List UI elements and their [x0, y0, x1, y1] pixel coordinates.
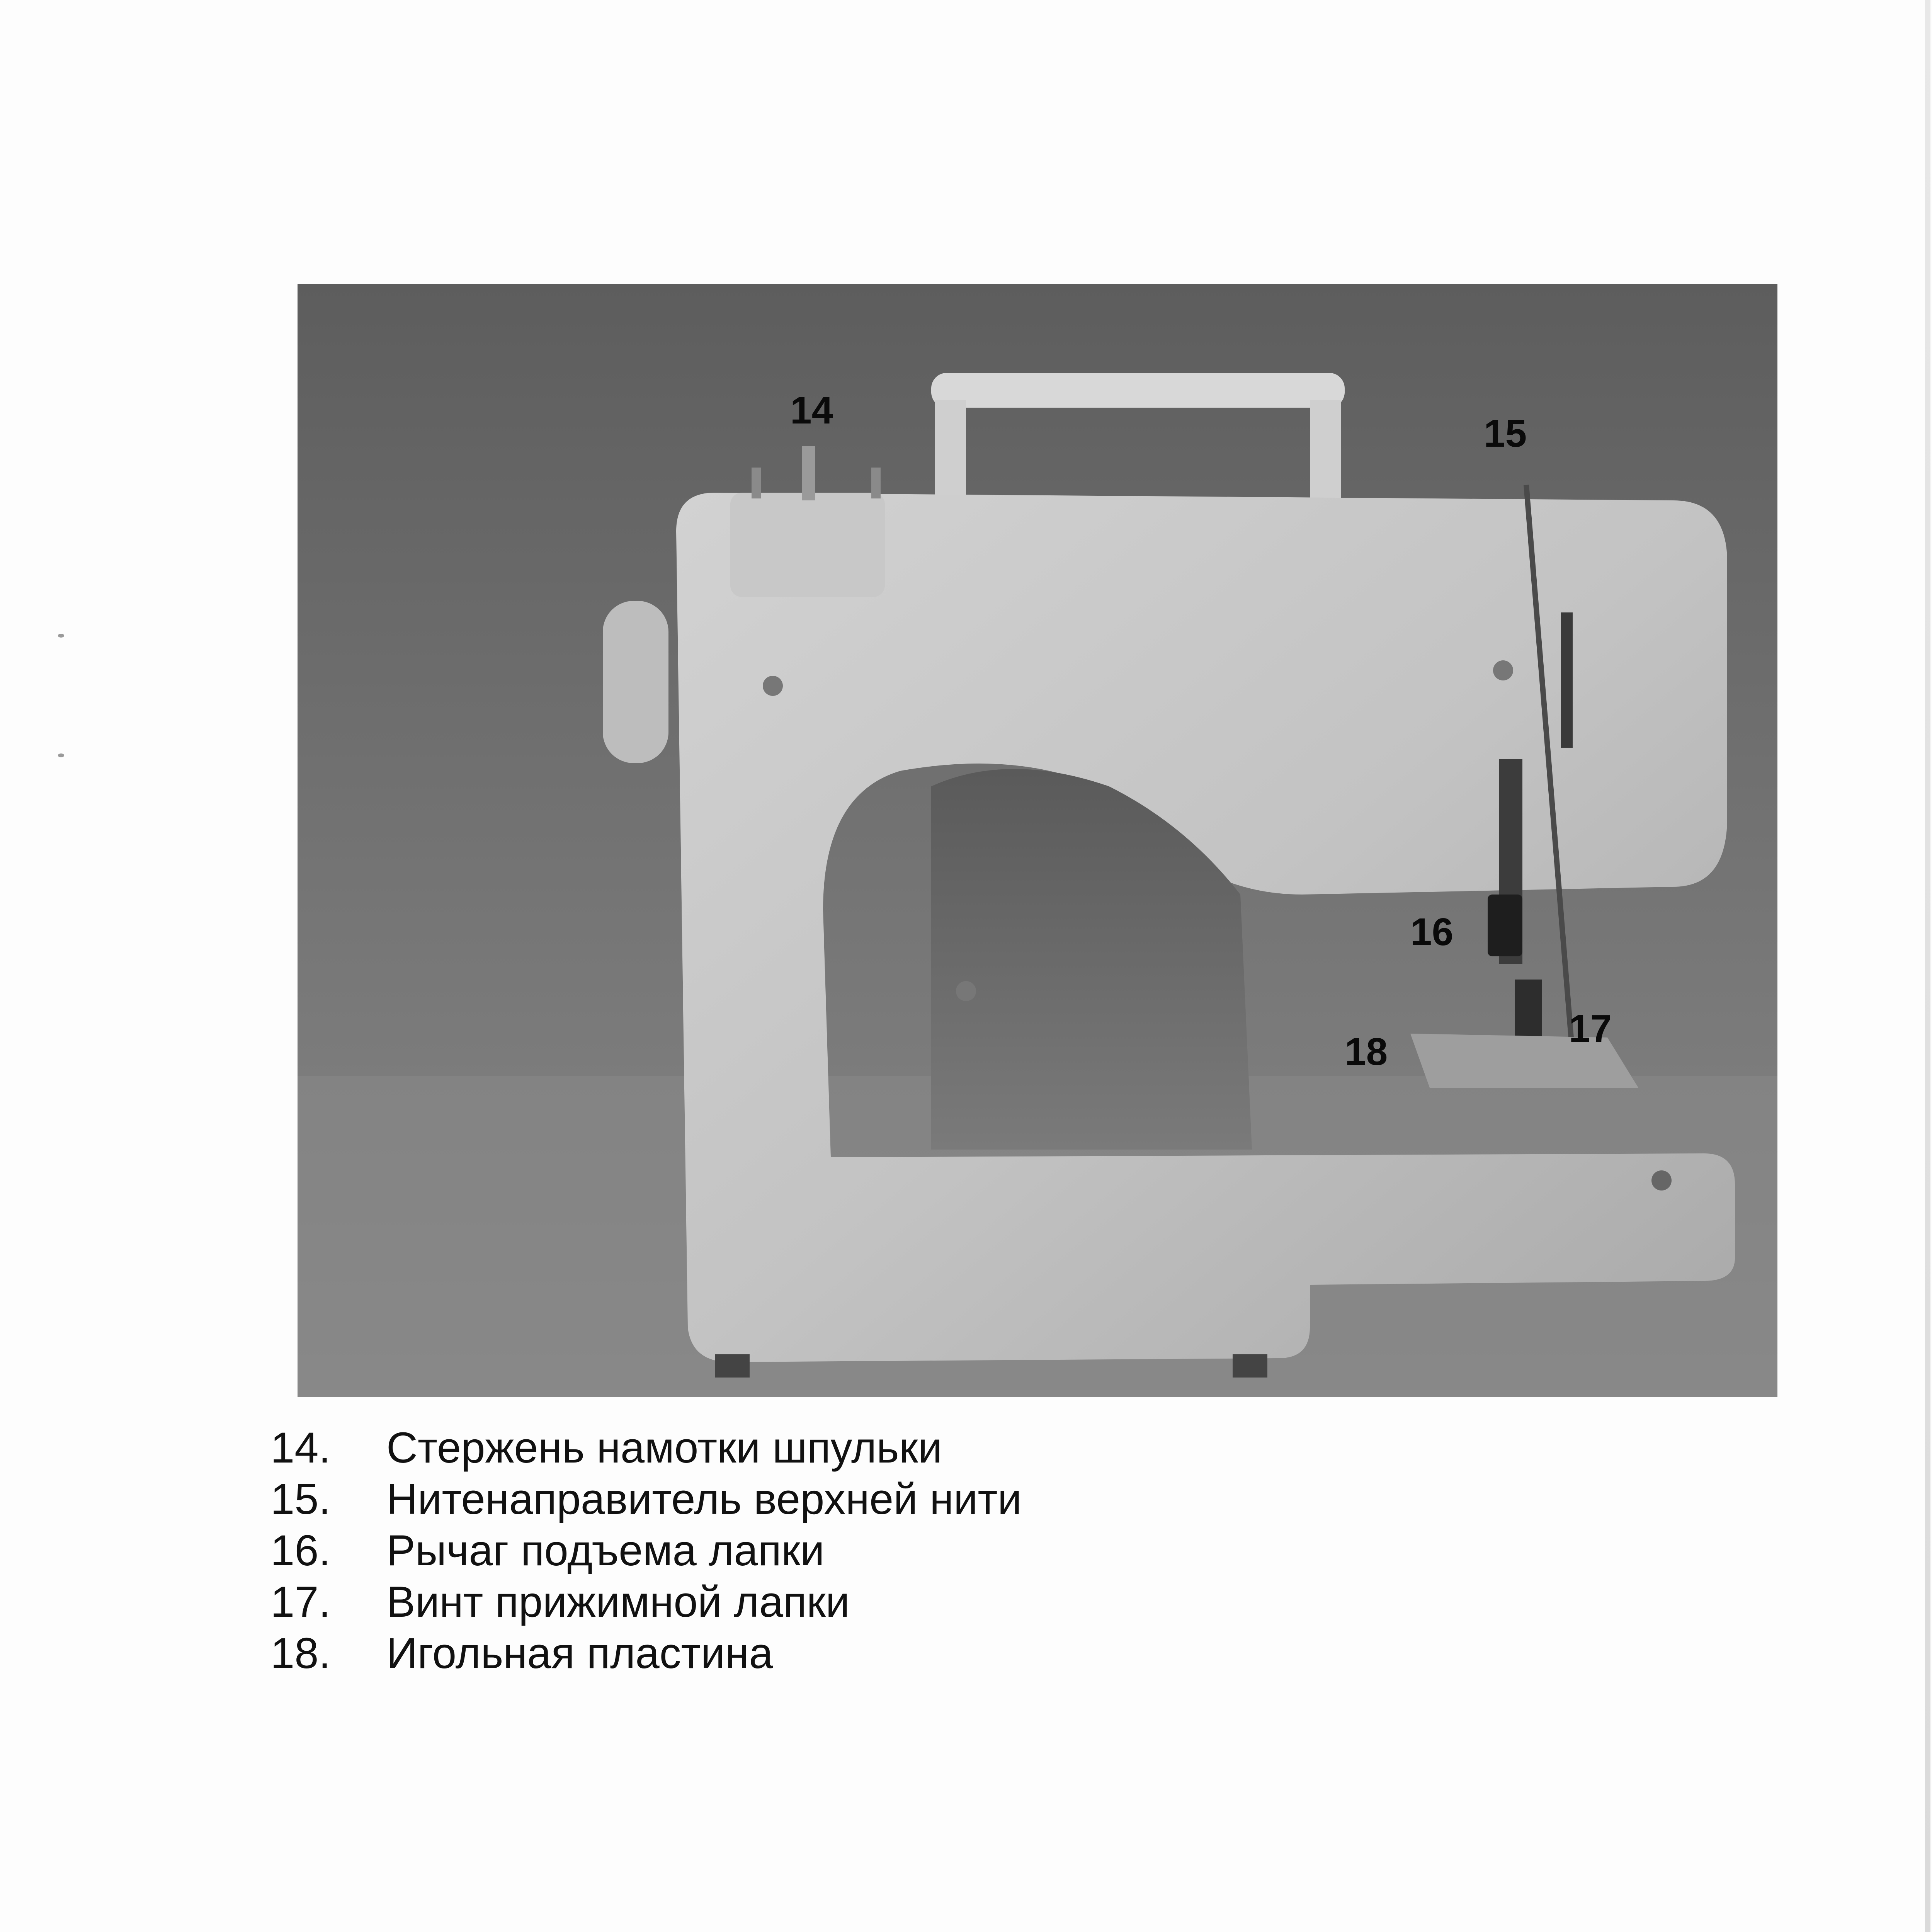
- legend-item: [270, 1576, 1022, 1628]
- spool-pin: [871, 468, 881, 498]
- foot: [1233, 1354, 1267, 1378]
- legend-item: [270, 1473, 1022, 1525]
- parts-legend: [270, 1422, 1022, 1679]
- screw: [1493, 660, 1513, 680]
- carry-handle: [931, 373, 1345, 408]
- legend-number: 18.: [270, 1629, 331, 1677]
- spool-holder-block: [730, 493, 885, 597]
- foot: [715, 1354, 750, 1378]
- screw: [1651, 1170, 1672, 1190]
- handle-leg: [1310, 400, 1341, 512]
- screw: [956, 981, 976, 1001]
- legend-number: 15.: [270, 1475, 331, 1523]
- legend-text: Стержень намотки шпульки: [386, 1423, 942, 1472]
- legend-text: Нитенаправитель верхней нити: [386, 1475, 1022, 1523]
- take-up-slot: [1561, 612, 1573, 748]
- legend-item: [270, 1422, 1022, 1473]
- legend-item: [270, 1525, 1022, 1576]
- callout-15: 15: [1484, 412, 1527, 455]
- callout-16: 16: [1410, 910, 1454, 954]
- legend-text: Винт прижимной лапки: [386, 1578, 850, 1626]
- legend-number: 14.: [270, 1423, 331, 1472]
- spool-pin: [752, 468, 761, 498]
- callout-18: 18: [1345, 1030, 1388, 1073]
- sewing-machine-photo: [298, 284, 1777, 1397]
- scan-speck: [58, 634, 64, 638]
- legend-number: 17.: [270, 1578, 331, 1626]
- legend-text: Рычаг подъема лапки: [386, 1526, 825, 1575]
- callout-14: 14: [790, 389, 833, 432]
- presser-foot-lever: [1488, 895, 1522, 956]
- callout-17: 17: [1569, 1007, 1612, 1050]
- scan-edge: [1925, 0, 1930, 1932]
- hand-wheel: [603, 601, 668, 763]
- legend-number: 16.: [270, 1526, 331, 1575]
- screw: [763, 676, 783, 696]
- legend-item: [270, 1628, 1022, 1679]
- scan-speck: [58, 753, 64, 757]
- sewing-machine-illustration: [298, 284, 1777, 1397]
- bobbin-winder-spindle: [802, 446, 815, 500]
- legend-text: Игольная пластина: [386, 1629, 773, 1677]
